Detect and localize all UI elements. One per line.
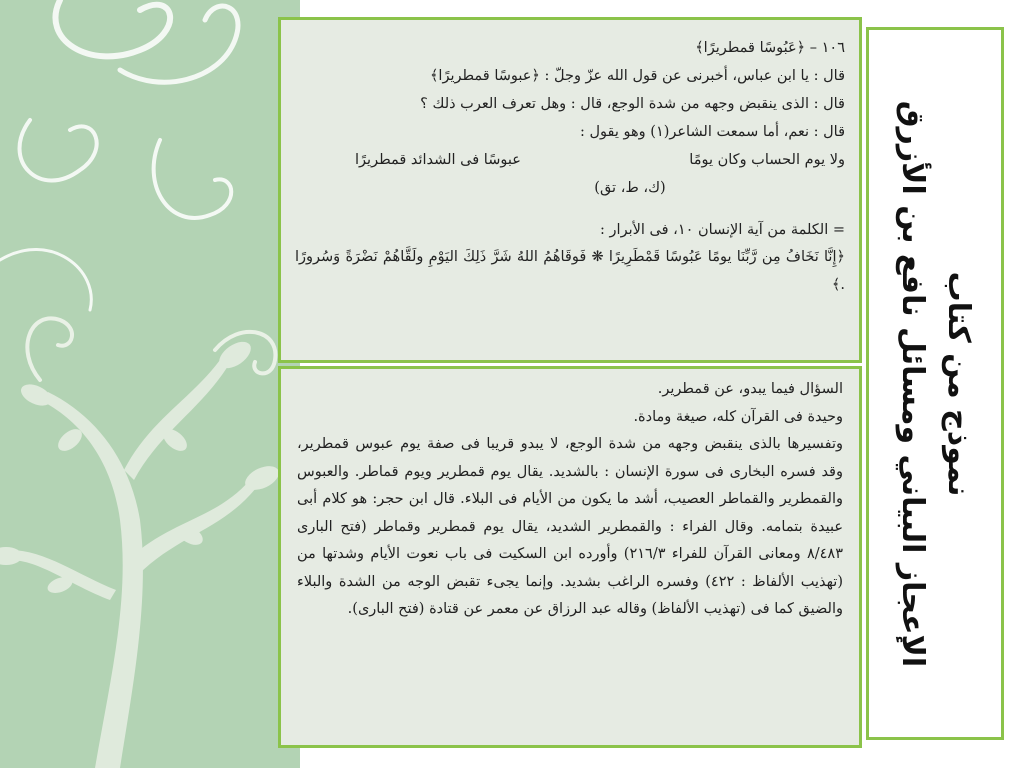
entry-heading: ١٠٦ – ﴿عَبُوسًا قمطريرًا﴾	[695, 40, 845, 56]
poem-first-hemistich: ولا يوم الحساب وكان يومًا	[689, 152, 845, 168]
title-line-2: الإعجاز البياني ومسائل نافع بن الأزرق	[895, 100, 930, 667]
tree-swirl-illustration	[0, 0, 300, 768]
poem-second-hemistich: عبوسًا فى الشدائد قمطريرًا	[355, 152, 521, 168]
title-line-1: نموذج من كتاب	[941, 271, 976, 496]
excerpt-line: وحيدة فى القرآن كله، صيغة ومادة.	[633, 409, 843, 425]
source-reference: (ك، ط، تق)	[594, 180, 666, 196]
excerpt-line: قال : الذى ينقبض وجهه من شدة الوجع، قال : وهل تعرف العرب ذلك ؟	[420, 96, 845, 112]
excerpt-line: قال : نعم، أما سمعت الشاعر(١) وهو يقول :	[580, 124, 845, 140]
decorative-tree-background	[0, 0, 300, 768]
verse-note: = الكلمة من آية الإنسان ١٠، فى الأبرار :	[600, 222, 845, 238]
commentary-paragraph: وتفسيرها بالذى ينقبض وجهه من شدة الوجع، لا يبدو قريبا فى صفة يوم عبوس قمطرير، وقد فسره البخارى فى سورة الإنسان : بالشديد. يقال يوم قمطرير ويوم قماطر. والعبوس والقمطرير والقماطر العصيب، أشد ما يكون من الأيام فى البلاء. قال ابن حجر: هو كلام أبى عبيدة بتمامه. وقال الفراء : والقمطرير الشديد، يقال يوم قمطرير وقماطر (فتح البارى ٨/٤٨٣ ومعانى القرآن للفراء ٢١٦/٣) وأورده ابن السكيت فى باب نعوت الأيام وشدتها من (تهذيب الألفاظ : ٤٢٢) وفسره الراغب بشديد. وإنما يجىء تقبض الوجه من الشدة والبلاء والضيق كما فى (تهذيب الألفاظ) وقاله عبد الرزاق عن معمر عن قتادة (فتح البارى).	[297, 436, 844, 617]
book-excerpt-bottom	[278, 366, 862, 748]
excerpt-line: قال : يا ابن عباس، أخبرنى عن قول الله عزّ وجلّ : ﴿عبوسًا قمطريرًا﴾	[429, 68, 845, 84]
slide-title-box	[866, 27, 1004, 740]
excerpt-line: السؤال فيما يبدو، عن قمطرير.	[657, 381, 843, 397]
quran-verse: ﴿إِنَّا نَخَافُ مِن رَّبِّنَا يومًا عَبُوسًا قَمْطَرِيرًا ❋ فَوقَاهُمُ اللهُ شَرَّ ذَلِكَ اليَوْمِ ولَقَّاهُمْ نَضْرَةً وَسُرورًا .﴾	[295, 249, 845, 293]
book-excerpt-top	[278, 17, 862, 363]
slide-title	[889, 64, 981, 704]
poem-verse	[295, 146, 845, 174]
